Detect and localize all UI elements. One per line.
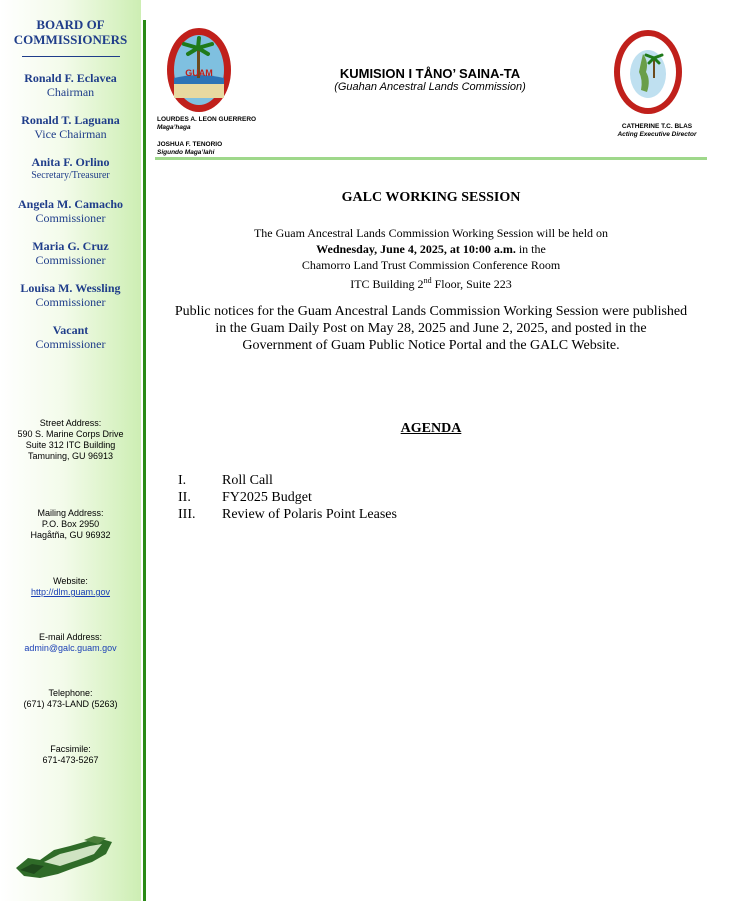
director-title: Acting Executive Director	[617, 131, 697, 138]
notice-ordinal: nd	[423, 276, 432, 285]
website-label: Website:	[53, 576, 88, 586]
notice-suite: Floor, Suite 223	[434, 277, 512, 291]
notice-line: Chamorro Land Trust Commission Conference Room	[301, 258, 561, 272]
agenda-item-number: II.	[178, 490, 191, 505]
meeting-notice	[155, 225, 707, 292]
street-address-label: Street Address:	[39, 418, 102, 428]
landscape-image	[14, 832, 114, 880]
commissioner-name: Ronald T. Laguana	[21, 113, 120, 127]
board-title-line2: COMMISSIONERS	[13, 32, 128, 47]
board-title-underline	[22, 56, 120, 57]
publication-line: in the Guam Daily Post on May 28, 2025 and June 2, 2025, and posted in the	[215, 321, 647, 336]
website-link[interactable]: http://dlm.guam.gov	[30, 587, 111, 597]
facsimile-label: Facsimile:	[50, 744, 91, 754]
telephone-number: (671) 473-LAND (5263)	[23, 699, 118, 709]
galc-seal-icon	[613, 28, 683, 116]
commissioner-4	[0, 197, 141, 225]
commissioner-role: Commissioner	[35, 295, 106, 309]
facsimile	[0, 744, 141, 766]
commissioner-6	[0, 281, 141, 309]
commissioner-role: Commissioner	[35, 211, 106, 225]
mailing-address-line: Hagåtña, GU 96932	[30, 530, 111, 540]
street-address-line: Tamuning, GU 96913	[27, 451, 114, 461]
mailing-address-line: P.O. Box 2950	[41, 519, 100, 529]
facsimile-number: 671-473-5267	[42, 755, 99, 765]
guam-seal-text: GUAM	[185, 68, 213, 78]
agenda-item-text: Roll Call	[222, 473, 273, 488]
commissioner-5	[0, 239, 141, 267]
street-address	[0, 418, 141, 462]
executive-director	[612, 123, 702, 139]
commissioner-1	[0, 71, 141, 99]
agenda-item	[178, 506, 397, 523]
commissioner-role: Commissioner	[35, 253, 106, 267]
commissioner-name: Maria G. Cruz	[32, 239, 109, 253]
notice-location-line	[155, 273, 707, 292]
agenda-item-number: III.	[178, 507, 196, 522]
director-name: CATHERINE T.C. BLAS	[621, 123, 693, 130]
notice-date: Wednesday, June 4, 2025, at 10:00 a.m.	[316, 242, 516, 256]
governor	[157, 116, 256, 132]
lt-governor-name: JOSHUA F. TENORIO	[157, 141, 223, 148]
commissioner-name: Angela M. Camacho	[18, 197, 123, 211]
agency-title: KUMISION I TÅNO’ SAINA-TA	[339, 66, 521, 81]
telephone-label: Telephone:	[48, 688, 93, 698]
notice-date-suffix: in the	[518, 242, 546, 256]
commissioner-name: Vacant	[52, 323, 89, 337]
commissioner-role: Chairman	[46, 85, 95, 99]
website	[0, 576, 141, 598]
sidebar-divider	[143, 20, 146, 901]
commissioner-name: Anita F. Orlino	[31, 155, 110, 169]
email-address[interactable]: admin@galc.guam.gov	[24, 643, 117, 653]
notice-date-line	[155, 241, 707, 257]
publication-notice	[155, 303, 707, 354]
commissioner-role: Secretary/Treasurer	[31, 170, 110, 181]
agenda-list	[178, 472, 397, 523]
mailing-address-label: Mailing Address:	[37, 508, 104, 518]
agenda-item	[178, 472, 397, 489]
governor-name: LOURDES A. LEON GUERRERO	[157, 116, 257, 123]
commissioner-name: Louisa M. Wessling	[20, 281, 121, 295]
publication-line: Government of Guam Public Notice Portal and the GALC Website.	[242, 338, 620, 353]
commissioner-3	[0, 155, 141, 183]
agenda-item-text: FY2025 Budget	[222, 490, 312, 505]
notice-building: ITC Building 2	[350, 277, 424, 291]
email	[0, 632, 141, 654]
agenda-item-number: I.	[178, 473, 187, 488]
board-title-line1: BOARD OF	[36, 17, 105, 32]
publication-line: Public notices for the Guam Ancestral Lands Commission Working Session were published	[174, 304, 688, 319]
guam-seal-icon	[166, 26, 232, 114]
commissioner-role: Commissioner	[35, 337, 106, 351]
commissioner-name: Ronald F. Eclavea	[24, 71, 117, 85]
governor-title: Maga’haga	[157, 124, 191, 131]
agency-subtitle: (Guahan Ancestral Lands Commission)	[334, 81, 526, 93]
lt-governor-title: Sigundo Maga’lahi	[157, 149, 215, 156]
notice-line: The Guam Ancestral Lands Commission Working Session will be held on	[253, 226, 609, 240]
board-title	[0, 17, 141, 47]
telephone	[0, 688, 141, 710]
email-label: E-mail Address:	[38, 632, 103, 642]
session-title: GALC WORKING SESSION	[341, 190, 521, 205]
agenda-title: AGENDA	[400, 421, 462, 436]
street-address-line: 590 S. Marine Corps Drive	[17, 429, 124, 439]
street-address-line: Suite 312 ITC Building	[25, 440, 116, 450]
commissioner-2	[0, 113, 141, 141]
header-divider	[155, 157, 707, 160]
agenda-item-text: Review of Polaris Point Leases	[222, 507, 397, 522]
lt-governor	[157, 141, 222, 157]
commissioner-7	[0, 323, 141, 351]
agenda-item	[178, 489, 397, 506]
commissioner-role: Vice Chairman	[34, 127, 107, 141]
mailing-address	[0, 508, 141, 541]
